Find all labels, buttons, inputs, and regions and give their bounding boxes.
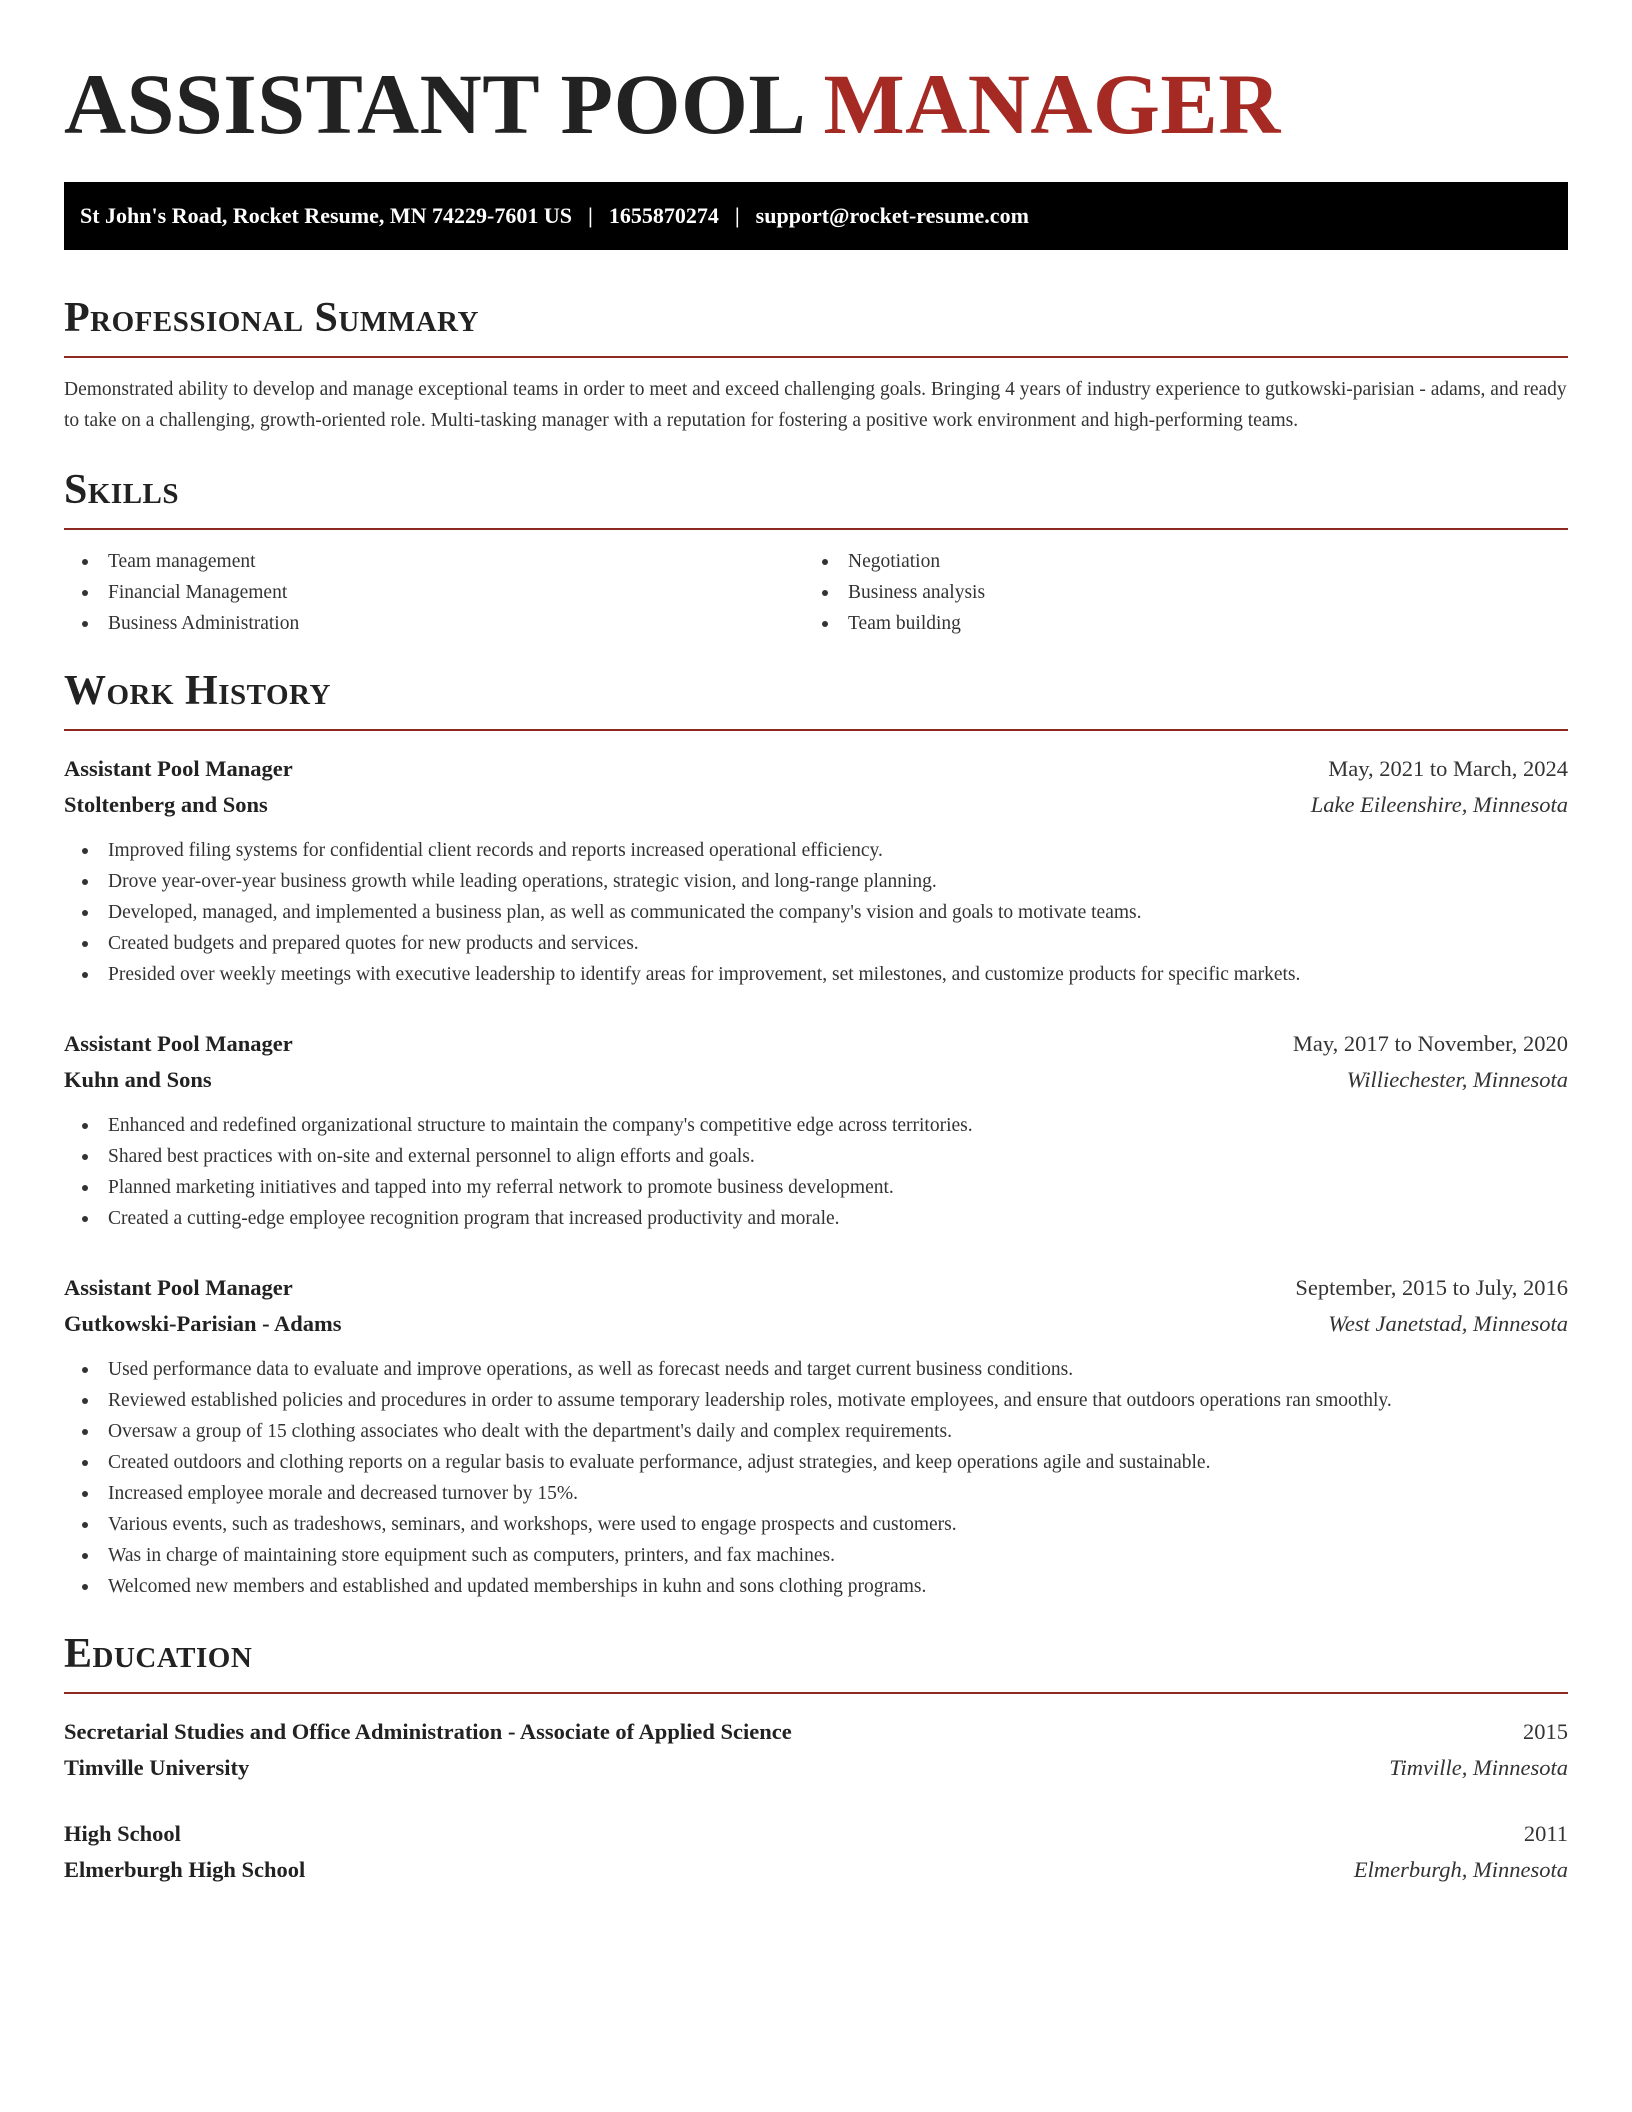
title-accent: MANAGER (823, 56, 1281, 152)
summary-text: Demonstrated ability to develop and manage exceptional teams in order to meet and exceed challenging goals. Bringing 4 years of industry experience to gutkowski-parisian - adams, and ready to take on a challenging, growth-oriented role. Multi-tasking manager with a reputation for fostering a positive work environment and high-performing teams. (64, 379, 1567, 431)
resume-page (64, 0, 1568, 1888)
education-year: 2011 (1523, 1821, 1568, 1846)
job-location: Lake Eileenshire, Minnesota (1310, 792, 1568, 817)
education-location: Timville, Minnesota (1389, 1755, 1568, 1780)
job-company: Kuhn and Sons (64, 1067, 212, 1092)
job-entry (64, 751, 1568, 990)
skills-heading: Skills (64, 467, 180, 513)
section-divider (64, 356, 1568, 358)
education-entry (64, 1816, 1568, 1888)
job-bullet: Welcomed new members and established and updated memberships in kuhn and sons clothing programs. (64, 1571, 1568, 1602)
contact-separator: | (587, 203, 593, 228)
skills-column-2 (804, 546, 1544, 639)
skill-item: Business Administration (64, 608, 804, 639)
job-bullet: Planned marketing initiatives and tapped into my referral network to promote business development. (64, 1172, 1568, 1203)
job-company: Gutkowski-Parisian - Adams (64, 1311, 342, 1336)
job-bullet: Reviewed established policies and procedures in order to assume temporary leadership roles, motivate employees, and ensure that outdoors operations ran smoothly. (64, 1385, 1568, 1416)
job-bullets (64, 1110, 1568, 1234)
job-title: Assistant Pool Manager (64, 1031, 293, 1056)
job-dates: May, 2017 to November, 2020 (1292, 1031, 1568, 1056)
skills-column-1 (64, 546, 804, 639)
section-divider (64, 1692, 1568, 1694)
contact-phone: 1655870274 (608, 203, 719, 228)
job-entry (64, 1026, 1568, 1234)
job-location: West Janetstad, Minnesota (1328, 1311, 1568, 1336)
skill-item: Financial Management (64, 577, 804, 608)
education-degree: High School (64, 1821, 181, 1846)
job-bullet: Improved filing systems for confidential client records and reports increased operational efficiency. (64, 835, 1568, 866)
education-school: Elmerburgh High School (64, 1857, 306, 1882)
job-bullet: Shared best practices with on-site and external personnel to align efforts and goals. (64, 1141, 1568, 1172)
education-location: Elmerburgh, Minnesota (1353, 1857, 1568, 1882)
section-divider (64, 528, 1568, 530)
work-history-heading: Work History (64, 668, 331, 714)
job-bullet: Was in charge of maintaining store equipment such as computers, printers, and fax machines. (64, 1540, 1568, 1571)
contact-bar (64, 182, 1568, 250)
job-bullet: Oversaw a group of 15 clothing associates who dealt with the department's daily and complex requirements. (64, 1416, 1568, 1447)
summary-heading: Professional Summary (64, 295, 479, 341)
job-bullet: Created a cutting-edge employee recognition program that increased productivity and morale. (64, 1203, 1568, 1234)
job-entry (64, 1270, 1568, 1602)
contact-email: support@rocket-resume.com (755, 203, 1029, 228)
job-company: Stoltenberg and Sons (64, 792, 268, 817)
job-bullet: Created outdoors and clothing reports on a regular basis to evaluate performance, adjust strategies, and keep operations agile and sustainable. (64, 1447, 1568, 1478)
job-dates: May, 2021 to March, 2024 (1328, 756, 1568, 781)
skill-item: Negotiation (804, 546, 1544, 577)
skill-item: Business analysis (804, 577, 1544, 608)
job-dates: September, 2015 to July, 2016 (1295, 1275, 1568, 1300)
section-divider (64, 729, 1568, 731)
job-bullet: Developed, managed, and implemented a business plan, as well as communicated the company's vision and goals to motivate teams. (64, 897, 1568, 928)
education-year: 2015 (1523, 1719, 1568, 1744)
resume-title (64, 58, 1568, 150)
job-bullets (64, 835, 1568, 990)
education-entry (64, 1714, 1568, 1786)
job-bullet: Enhanced and redefined organizational structure to maintain the company's competitive edge across territories. (64, 1110, 1568, 1141)
job-title: Assistant Pool Manager (64, 756, 293, 781)
education-school: Timville University (64, 1755, 250, 1780)
skills-list (64, 546, 1568, 639)
job-bullets (64, 1354, 1568, 1602)
skill-item: Team building (804, 608, 1544, 639)
job-bullet: Used performance data to evaluate and improve operations, as well as forecast needs and target current business conditions. (64, 1354, 1568, 1385)
job-bullet: Increased employee morale and decreased turnover by 15%. (64, 1478, 1568, 1509)
education-degree: Secretarial Studies and Office Administration - Associate of Applied Science (64, 1719, 792, 1744)
title-main: ASSISTANT POOL (64, 56, 802, 152)
job-location: Williechester, Minnesota (1346, 1067, 1568, 1092)
skill-item: Team management (64, 546, 804, 577)
job-bullet: Presided over weekly meetings with executive leadership to identify areas for improvement, set milestones, and customize products for specific markets. (64, 959, 1568, 990)
contact-separator: | (734, 203, 740, 228)
education-heading: Education (64, 1631, 253, 1677)
job-bullet: Drove year-over-year business growth while leading operations, strategic vision, and long-range planning. (64, 866, 1568, 897)
contact-address: St John's Road, Rocket Resume, MN 74229-7601 US (80, 203, 572, 228)
job-title: Assistant Pool Manager (64, 1275, 293, 1300)
job-bullet: Various events, such as tradeshows, seminars, and workshops, were used to engage prospects and customers. (64, 1509, 1568, 1540)
job-bullet: Created budgets and prepared quotes for new products and services. (64, 928, 1568, 959)
